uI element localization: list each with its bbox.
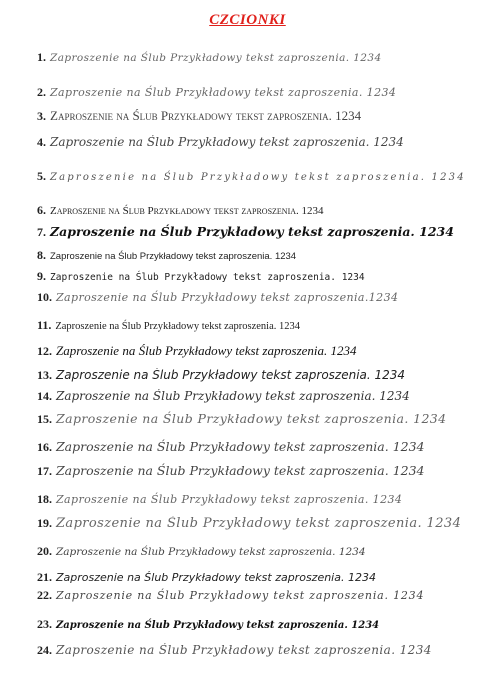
row-number: 16. — [37, 440, 52, 454]
font-sample-row-2 — [37, 85, 482, 100]
sample-text: Zaproszenie na Ślub Przykładowy tekst zaproszenia.1234 — [56, 291, 399, 304]
sample-text: Zaproszenie na Ślub Przykładowy tekst zaproszenia. 1234 — [50, 272, 365, 283]
row-number: 15. — [37, 412, 52, 426]
sample-text: Zaproszenie na Ślub Przykładowy tekst zaproszenia. 1234 — [56, 571, 376, 584]
sample-text: Zaproszenie na Ślub Przykładowy tekst zaproszenia. 1234 — [50, 251, 297, 262]
row-number: 19. — [37, 516, 52, 530]
row-number: 14. — [37, 389, 52, 403]
font-sample-row-21 — [37, 570, 482, 585]
row-number: 18. — [37, 492, 52, 506]
font-sample-row-5 — [37, 169, 482, 184]
font-sample-row-12 — [37, 343, 482, 359]
row-number: 11. — [37, 318, 52, 332]
font-sample-row-13 — [37, 368, 482, 383]
font-sample-row-24 — [37, 643, 482, 658]
row-number: 21. — [37, 570, 52, 584]
row-number: 6. — [37, 203, 46, 217]
sample-text: Zaproszenie na Ślub Przykładowy tekst zaproszenia. 1234 — [56, 516, 462, 531]
font-sample-row-14 — [37, 389, 482, 404]
row-number: 22. — [37, 588, 52, 602]
font-sample-row-10 — [37, 290, 482, 305]
font-sample-row-23 — [37, 617, 482, 632]
font-sample-row-22 — [37, 588, 482, 603]
sample-text: Zaproszenie na Ślub Przykładowy tekst zaproszenia. 1234 — [50, 108, 362, 123]
sample-text: Zaproszenie na Ślub Przykładowy tekst zaproszenia. 1234 — [50, 172, 466, 183]
row-number: 12. — [37, 344, 52, 358]
font-sample-row-8 — [37, 248, 482, 263]
sample-text: Zaproszenie na Ślub Przykładowy tekst zaproszenia. 1234 — [50, 224, 454, 239]
row-number: 5. — [37, 169, 46, 183]
sample-text: Zaproszenie na Ślub Przykładowy tekst zaproszenia. 1234 — [56, 439, 425, 454]
row-number: 7. — [37, 225, 46, 239]
font-sample-row-7 — [37, 224, 482, 240]
row-number: 1. — [37, 50, 46, 64]
row-number: 13. — [37, 368, 52, 382]
row-number: 4. — [37, 135, 46, 149]
sample-text: Zaproszenie na Ślub Przykładowy tekst zaproszenia. 1234 — [55, 321, 300, 332]
row-number: 2. — [37, 85, 46, 99]
sample-text: Zaproszenie na Ślub Przykładowy tekst zaproszenia. 1234 — [56, 343, 357, 358]
font-sample-row-4 — [37, 135, 482, 150]
sample-text: Zaproszenie na Ślub Przykładowy tekst zaproszenia. 1234 — [50, 52, 382, 64]
font-sample-row-16 — [37, 439, 482, 455]
row-number: 10. — [37, 290, 52, 304]
sample-text: Zaproszenie na Ślub Przykładowy tekst zaproszenia. 1234 — [56, 368, 406, 382]
font-sample-row-11 — [37, 318, 482, 333]
sample-text: Zaproszenie na Ślub Przykładowy tekst zaproszenia. 1234 — [56, 589, 425, 602]
sample-text: Zaproszenie na Ślub Przykładowy tekst zaproszenia. 1234 — [56, 493, 403, 506]
row-number: 8. — [37, 248, 46, 262]
row-number: 23. — [37, 617, 52, 631]
sample-text: Zaproszenie na Ślub Przykładowy tekst zaproszenia. 1234 — [56, 546, 366, 558]
sample-text: Zaproszenie na Ślub Przykładowy tekst zaproszenia. 1234 — [56, 411, 447, 426]
sample-text: Zaproszenie na Ślub Przykładowy tekst zaproszenia. 1234 — [56, 463, 425, 478]
font-sample-row-17 — [37, 463, 482, 479]
row-number: 9. — [37, 269, 46, 283]
font-sample-row-19 — [37, 516, 482, 531]
sample-text: Zaproszenie na Ślub Przykładowy tekst zaproszenia. 1234 — [56, 389, 410, 403]
font-sample-row-15 — [37, 411, 482, 427]
row-number: 24. — [37, 643, 52, 657]
sample-text: Zaproszenie na Ślub Przykładowy tekst zaproszenia. 1234 — [56, 643, 432, 657]
font-sample-row-1 — [37, 50, 482, 65]
font-sample-row-3 — [37, 108, 482, 124]
sample-text: Zaproszenie na Ślub Przykładowy tekst zaproszenia. 1234 — [50, 135, 404, 149]
sample-text: Zaproszenie na Ślub Przykładowy tekst zaproszenia. 1234 — [56, 620, 380, 631]
row-number: 20. — [37, 544, 52, 558]
page-title: CZCIONKI — [209, 12, 286, 28]
row-number: 3. — [37, 109, 46, 123]
font-sample-row-9 — [37, 269, 482, 284]
font-sample-row-20 — [37, 544, 482, 559]
sample-text: Zaproszenie na Ślub Przykładowy tekst zaproszenia. 1234 — [50, 205, 324, 217]
font-sample-row-6 — [37, 203, 482, 218]
sample-text: Zaproszenie na Ślub Przykładowy tekst zaproszenia. 1234 — [50, 86, 397, 99]
font-sample-row-18 — [37, 492, 482, 507]
row-number: 17. — [37, 464, 52, 478]
